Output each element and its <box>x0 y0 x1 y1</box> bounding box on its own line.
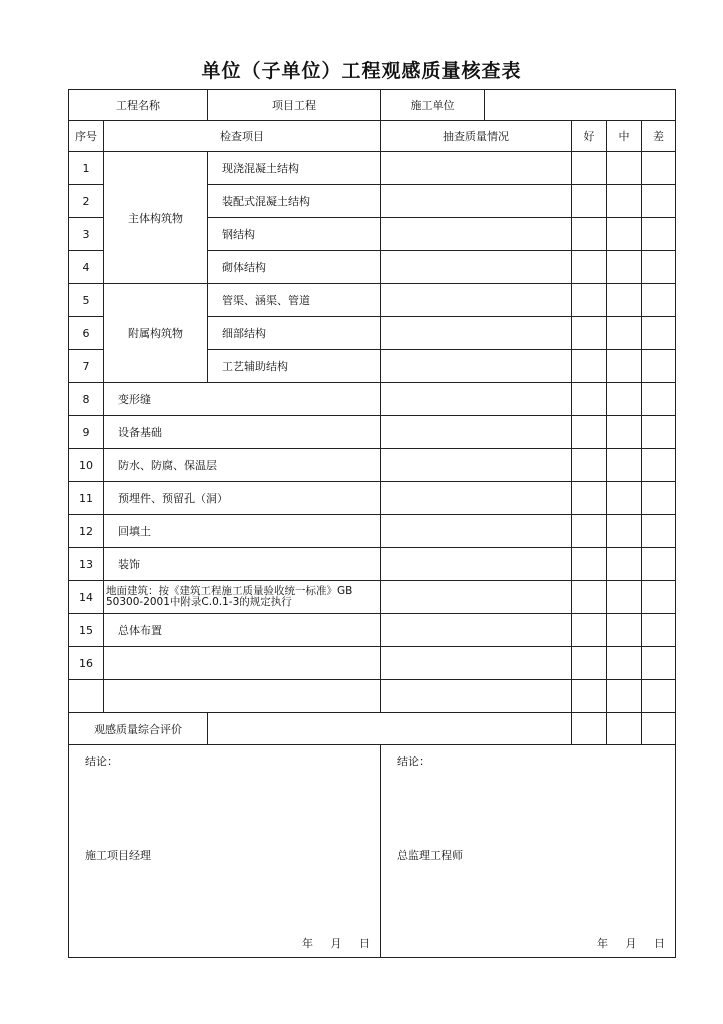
row-number: 11 <box>69 482 104 515</box>
conclusion-left[interactable] <box>69 745 381 958</box>
row-number: 12 <box>69 515 104 548</box>
medium-cell[interactable] <box>607 515 642 548</box>
good-cell[interactable] <box>572 152 607 185</box>
item-name: 总体布置 <box>104 614 381 647</box>
row-number: 5 <box>69 284 104 317</box>
table-row <box>69 449 676 482</box>
table-row <box>69 152 676 185</box>
medium-cell[interactable] <box>607 251 642 284</box>
item-name: 工艺辅助结构 <box>208 350 381 383</box>
situation-cell[interactable] <box>381 350 572 383</box>
poor-cell[interactable] <box>642 614 676 647</box>
good-cell[interactable] <box>572 317 607 350</box>
good-cell[interactable] <box>572 548 607 581</box>
chief-supervisor-label: 总监理工程师 <box>397 849 463 862</box>
table-row <box>69 482 676 515</box>
poor-header: 差 <box>642 121 676 152</box>
row-number: 4 <box>69 251 104 284</box>
table-row <box>69 647 676 680</box>
row-number: 6 <box>69 317 104 350</box>
poor-cell[interactable] <box>642 449 676 482</box>
inspection-table <box>68 89 676 958</box>
project-name-label: 工程名称 <box>69 90 208 121</box>
good-cell[interactable] <box>572 581 607 614</box>
medium-cell[interactable] <box>607 383 642 416</box>
medium-cell[interactable] <box>607 185 642 218</box>
item-name: 现浇混凝土结构 <box>208 152 381 185</box>
poor-cell[interactable] <box>642 548 676 581</box>
situation-cell[interactable] <box>381 416 572 449</box>
medium-cell[interactable] <box>607 317 642 350</box>
row-number: 13 <box>69 548 104 581</box>
medium-cell[interactable] <box>607 449 642 482</box>
table-row <box>69 581 676 614</box>
good-cell[interactable] <box>572 515 607 548</box>
good-cell[interactable] <box>572 350 607 383</box>
poor-cell[interactable] <box>642 251 676 284</box>
situation-header: 抽查质量情况 <box>381 121 572 152</box>
group-auxiliary-structure: 附属构筑物 <box>104 284 208 383</box>
item-name: 细部结构 <box>208 317 381 350</box>
item-name[interactable] <box>104 647 381 680</box>
medium-cell[interactable] <box>607 350 642 383</box>
item-name: 回填土 <box>104 515 381 548</box>
situation-cell[interactable] <box>381 284 572 317</box>
good-header: 好 <box>572 121 607 152</box>
item-name: 管渠、涵渠、管道 <box>208 284 381 317</box>
item-name[interactable] <box>104 680 381 713</box>
item-name: 装配式混凝土结构 <box>208 185 381 218</box>
column-header-row <box>69 121 676 152</box>
situation-cell[interactable] <box>381 482 572 515</box>
row-number: 15 <box>69 614 104 647</box>
medium-cell[interactable] <box>607 152 642 185</box>
good-cell[interactable] <box>572 416 607 449</box>
group-main-structure: 主体构筑物 <box>104 152 208 284</box>
good-cell[interactable] <box>572 680 607 713</box>
medium-cell[interactable] <box>607 416 642 449</box>
seq-header: 序号 <box>69 121 104 152</box>
poor-cell[interactable] <box>642 350 676 383</box>
medium-cell[interactable] <box>607 548 642 581</box>
table-row <box>69 383 676 416</box>
poor-cell[interactable] <box>642 152 676 185</box>
medium-header: 中 <box>607 121 642 152</box>
poor-cell[interactable] <box>642 317 676 350</box>
medium-cell[interactable] <box>607 581 642 614</box>
good-cell[interactable] <box>572 185 607 218</box>
table-row <box>69 548 676 581</box>
item-name: 变形缝 <box>104 383 381 416</box>
conclusion-right[interactable] <box>381 745 676 958</box>
situation-cell[interactable] <box>381 680 572 713</box>
good-cell[interactable] <box>572 482 607 515</box>
project-manager-label: 施工项目经理 <box>85 849 151 862</box>
poor-cell[interactable] <box>642 284 676 317</box>
good-cell[interactable] <box>572 713 607 745</box>
item-name: 装饰 <box>104 548 381 581</box>
good-cell[interactable] <box>572 449 607 482</box>
medium-cell[interactable] <box>607 713 642 745</box>
overall-label: 观感质量综合评价 <box>69 713 208 745</box>
medium-cell[interactable] <box>607 482 642 515</box>
item-name: 预埋件、预留孔（洞） <box>104 482 381 515</box>
row-number: 3 <box>69 218 104 251</box>
situation-cell[interactable] <box>381 185 572 218</box>
medium-cell[interactable] <box>607 284 642 317</box>
contractor-label: 施工单位 <box>381 90 485 121</box>
item-name: 砌体结构 <box>208 251 381 284</box>
conclusion-left-label: 结论： <box>85 755 118 768</box>
item-name: 钢结构 <box>208 218 381 251</box>
table-row <box>69 416 676 449</box>
overall-field[interactable] <box>208 713 572 745</box>
row-number: 14 <box>69 581 104 614</box>
good-cell[interactable] <box>572 383 607 416</box>
row-number: 2 <box>69 185 104 218</box>
poor-cell[interactable] <box>642 383 676 416</box>
situation-cell[interactable] <box>381 515 572 548</box>
item-name: 设备基础 <box>104 416 381 449</box>
row-number: 8 <box>69 383 104 416</box>
poor-cell[interactable] <box>642 713 676 745</box>
situation-cell[interactable] <box>381 218 572 251</box>
poor-cell[interactable] <box>642 515 676 548</box>
medium-cell[interactable] <box>607 647 642 680</box>
row-number <box>69 680 104 713</box>
situation-cell[interactable] <box>381 581 572 614</box>
good-cell[interactable] <box>572 614 607 647</box>
item-header: 检查项目 <box>104 121 381 152</box>
row-number: 16 <box>69 647 104 680</box>
situation-cell[interactable] <box>381 548 572 581</box>
poor-cell[interactable] <box>642 647 676 680</box>
situation-cell[interactable] <box>381 647 572 680</box>
medium-cell[interactable] <box>607 218 642 251</box>
poor-cell[interactable] <box>642 185 676 218</box>
situation-cell[interactable] <box>381 251 572 284</box>
project-name-field[interactable]: 项目工程 <box>208 90 381 121</box>
header-row <box>69 90 676 121</box>
item-name: 防水、防腐、保温层 <box>104 449 381 482</box>
good-cell[interactable] <box>572 251 607 284</box>
situation-cell[interactable] <box>381 152 572 185</box>
row-number: 1 <box>69 152 104 185</box>
date-left: 年 月 日 <box>302 937 370 950</box>
poor-cell[interactable] <box>642 680 676 713</box>
table-row <box>69 680 676 713</box>
table-row <box>69 614 676 647</box>
situation-cell[interactable] <box>381 383 572 416</box>
situation-cell[interactable] <box>381 317 572 350</box>
poor-cell[interactable] <box>642 482 676 515</box>
overall-row <box>69 713 676 745</box>
row-number: 10 <box>69 449 104 482</box>
item-name: 地面建筑：按《建筑工程施工质量验收统一标准》GB 50300-2001中附录C.0.1-3的规定执行 <box>104 581 381 614</box>
conclusion-row <box>69 745 676 958</box>
good-cell[interactable] <box>572 284 607 317</box>
table-row <box>69 284 676 317</box>
conclusion-right-label: 结论： <box>397 755 430 768</box>
poor-cell[interactable] <box>642 218 676 251</box>
good-cell[interactable] <box>572 647 607 680</box>
situation-cell[interactable] <box>381 614 572 647</box>
form-title: 单位（子单位）工程观感质量核查表 <box>201 60 522 82</box>
good-cell[interactable] <box>572 218 607 251</box>
situation-cell[interactable] <box>381 449 572 482</box>
medium-cell[interactable] <box>607 614 642 647</box>
row-number: 9 <box>69 416 104 449</box>
date-right: 年 月 日 <box>597 937 665 950</box>
poor-cell[interactable] <box>642 416 676 449</box>
table-row <box>69 515 676 548</box>
row-number: 7 <box>69 350 104 383</box>
contractor-field[interactable] <box>485 90 676 121</box>
medium-cell[interactable] <box>607 680 642 713</box>
poor-cell[interactable] <box>642 581 676 614</box>
